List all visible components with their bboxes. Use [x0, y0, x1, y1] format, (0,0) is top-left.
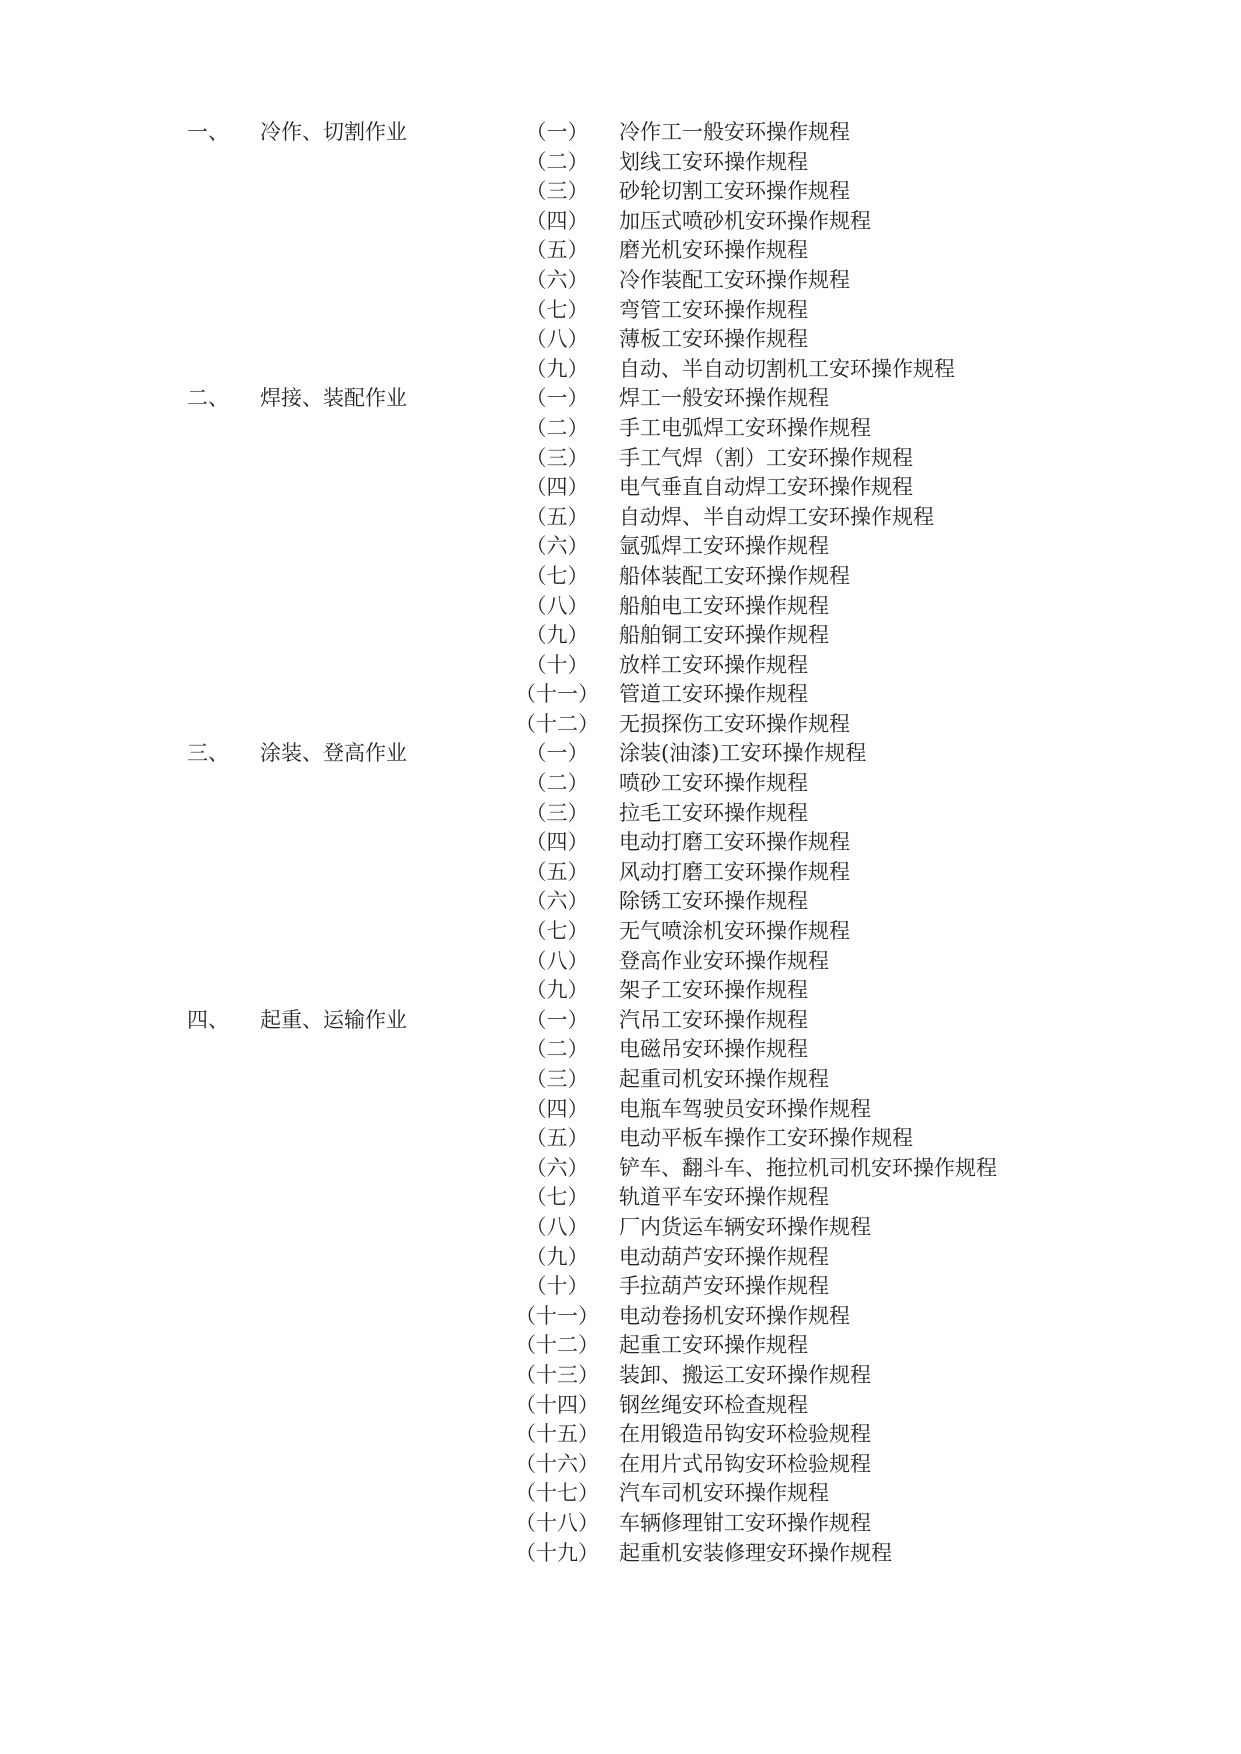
- entry-number: （十八）: [515, 1510, 599, 1535]
- toc-entry-row: [187, 532, 1087, 562]
- entry-number: （二）: [525, 149, 589, 174]
- entry-title: 在用锻造吊钩安环检验规程: [619, 1422, 871, 1447]
- entry-number: （二）: [525, 771, 589, 796]
- entry-number: （十七）: [515, 1481, 599, 1506]
- entry-title: 起重司机安环操作规程: [619, 1067, 829, 1091]
- entry-title: 焊工一般安环操作规程: [619, 386, 829, 411]
- entry-title: 喷砂工安环操作规程: [619, 771, 808, 796]
- entry-number: （七）: [525, 1185, 589, 1210]
- entry-title: 电磁吊安环操作规程: [619, 1037, 808, 1062]
- entry-number: （八）: [525, 948, 589, 973]
- toc-entry-row: [187, 1331, 1087, 1361]
- toc-entry-row: [187, 769, 1087, 799]
- entry-number: （九）: [525, 623, 589, 648]
- entry-number: （五）: [525, 1126, 589, 1151]
- toc-entry-row: [187, 887, 1087, 917]
- entry-title: 涂装(油漆)工安环操作规程: [619, 741, 867, 766]
- entry-title: 手拉葫芦安环操作规程: [619, 1274, 829, 1299]
- toc-entry-row: [187, 177, 1087, 207]
- entry-number: （四）: [525, 475, 589, 500]
- entry-title: 汽车司机安环操作规程: [619, 1481, 829, 1506]
- toc-entry-row: [187, 444, 1087, 474]
- entry-number: （九）: [525, 1244, 589, 1269]
- section-number: 四、: [187, 1007, 229, 1032]
- section-header-row: [187, 739, 1087, 769]
- toc-entry-row: [187, 1035, 1087, 1065]
- toc-entry-row: [187, 710, 1087, 740]
- toc-entry-row: [187, 503, 1087, 533]
- entry-number: （八）: [525, 327, 589, 352]
- entry-title: 风动打磨工安环操作规程: [619, 859, 850, 884]
- entry-title: 无气喷涂机安环操作规程: [619, 919, 850, 944]
- toc-entry-row: [187, 296, 1087, 326]
- toc-entry-row: [187, 1420, 1087, 1450]
- toc-entry-row: [187, 1272, 1087, 1302]
- entry-title: 自动、半自动切割机工安环操作规程: [619, 356, 955, 381]
- toc-entry-row: [187, 1391, 1087, 1421]
- entry-number: （十一）: [515, 1303, 599, 1328]
- toc-entry-row: [187, 1361, 1087, 1391]
- entry-number: （十二）: [515, 711, 599, 736]
- entry-number: （六）: [525, 534, 589, 559]
- entry-title: 放样工安环操作规程: [619, 652, 808, 677]
- toc-entry-row: [187, 1095, 1087, 1125]
- table-of-contents: [187, 118, 1087, 1568]
- entry-number: （十二）: [515, 1333, 599, 1358]
- entry-title: 电瓶车驾驶员安环操作规程: [619, 1096, 871, 1121]
- toc-entry-row: [187, 917, 1087, 947]
- toc-entry-row: [187, 976, 1087, 1006]
- entry-title: 钢丝绳安环检查规程: [619, 1392, 808, 1417]
- entry-number: （十九）: [515, 1540, 599, 1565]
- entry-number: （一）: [525, 386, 589, 411]
- entry-title: 加压式喷砂机安环操作规程: [619, 208, 871, 233]
- entry-title: 船体装配工安环操作规程: [619, 563, 850, 588]
- entry-title: 无损探伤工安环操作规程: [619, 711, 850, 736]
- entry-number: （四）: [525, 208, 589, 233]
- toc-entry-row: [187, 1065, 1087, 1095]
- entry-title: 电气垂直自动焊工安环操作规程: [619, 475, 913, 500]
- entry-number: （十四）: [515, 1392, 599, 1417]
- entry-title: 管道工安环操作规程: [619, 682, 808, 707]
- entry-title: 薄板工安环操作规程: [619, 327, 808, 352]
- toc-entry-row: [187, 947, 1087, 977]
- entry-title: 氩弧焊工安环操作规程: [619, 534, 829, 559]
- section-number: 三、: [187, 741, 229, 766]
- toc-entry-row: [187, 828, 1087, 858]
- toc-entry-row: [187, 1213, 1087, 1243]
- entry-title: 磨光机安环操作规程: [619, 238, 808, 263]
- entry-title: 厂内货运车辆安环操作规程: [619, 1214, 871, 1239]
- toc-entry-row: [187, 1450, 1087, 1480]
- section-number: 二、: [187, 386, 229, 411]
- entry-title: 装卸、搬运工安环操作规程: [619, 1362, 871, 1387]
- entry-number: （三）: [525, 179, 589, 204]
- entry-title: 车辆修理钳工安环操作规程: [619, 1510, 871, 1535]
- entry-number: （三）: [525, 800, 589, 825]
- entry-number: （三）: [525, 445, 589, 470]
- entry-number: （十五）: [515, 1422, 599, 1447]
- toc-entry-row: [187, 266, 1087, 296]
- toc-entry-row: [187, 592, 1087, 622]
- entry-number: （二）: [525, 1037, 589, 1062]
- entry-number: （五）: [525, 859, 589, 884]
- entry-number: （八）: [525, 1214, 589, 1239]
- toc-entry-row: [187, 621, 1087, 651]
- entry-title: 手工电弧焊工安环操作规程: [619, 415, 871, 440]
- entry-number: （一）: [525, 120, 589, 144]
- entry-title: 船舶电工安环操作规程: [619, 593, 829, 618]
- toc-entry-row: [187, 1509, 1087, 1539]
- entry-number: （七）: [525, 563, 589, 588]
- toc-entry-row: [187, 651, 1087, 681]
- entry-number: （一）: [525, 741, 589, 766]
- entry-title: 手工气焊（割）工安环操作规程: [619, 445, 913, 470]
- entry-title: 砂轮切割工安环操作规程: [619, 179, 850, 204]
- entry-title: 汽吊工安环操作规程: [619, 1007, 808, 1032]
- toc-entry-row: [187, 1243, 1087, 1273]
- entry-title: 冷作装配工安环操作规程: [619, 267, 850, 292]
- entry-number: （一）: [525, 1007, 589, 1032]
- toc-entry-row: [187, 1539, 1087, 1569]
- entry-title: 除锈工安环操作规程: [619, 889, 808, 914]
- entry-number: （九）: [525, 978, 589, 1003]
- entry-number: （五）: [525, 504, 589, 529]
- section-header-row: [187, 1006, 1087, 1036]
- toc-entry-row: [187, 414, 1087, 444]
- entry-title: 电动卷扬机安环操作规程: [619, 1303, 850, 1328]
- toc-entry-row: [187, 1154, 1087, 1184]
- entry-number: （五）: [525, 238, 589, 263]
- section-header-row: [187, 118, 1087, 148]
- toc-entry-row: [187, 236, 1087, 266]
- section-number: 一、: [187, 120, 229, 144]
- toc-entry-row: [187, 1124, 1087, 1154]
- entry-number: （四）: [525, 830, 589, 855]
- entry-title: 轨道平车安环操作规程: [619, 1185, 829, 1210]
- entry-title: 电动平板车操作工安环操作规程: [619, 1126, 913, 1151]
- toc-entry-row: [187, 473, 1087, 503]
- entry-number: （九）: [525, 356, 589, 381]
- entry-title: 冷作工一般安环操作规程: [619, 120, 850, 144]
- entry-number: （四）: [525, 1096, 589, 1121]
- toc-entry-row: [187, 148, 1087, 178]
- entry-number: （七）: [525, 919, 589, 944]
- entry-number: （十）: [525, 652, 589, 677]
- entry-number: （六）: [525, 1155, 589, 1180]
- entry-number: （七）: [525, 297, 589, 322]
- section-title: 冷作、切割作业: [260, 120, 407, 144]
- entry-title: 铲车、翻斗车、拖拉机司机安环操作规程: [619, 1155, 997, 1180]
- toc-entry-row: [187, 1183, 1087, 1213]
- section-title: 起重、运输作业: [260, 1007, 407, 1032]
- section-title: 涂装、登高作业: [260, 741, 407, 766]
- toc-entry-row: [187, 799, 1087, 829]
- entry-title: 起重机安装修理安环操作规程: [619, 1540, 892, 1565]
- entry-title: 拉毛工安环操作规程: [619, 800, 808, 825]
- entry-title: 弯管工安环操作规程: [619, 297, 808, 322]
- entry-title: 自动焊、半自动焊工安环操作规程: [619, 504, 934, 529]
- entry-number: （十六）: [515, 1451, 599, 1476]
- entry-title: 电动打磨工安环操作规程: [619, 830, 850, 855]
- entry-number: （二）: [525, 415, 589, 440]
- entry-title: 划线工安环操作规程: [619, 149, 808, 174]
- entry-title: 船舶铜工安环操作规程: [619, 623, 829, 648]
- toc-entry-row: [187, 858, 1087, 888]
- entry-number: （十一）: [515, 682, 599, 707]
- toc-entry-row: [187, 562, 1087, 592]
- toc-entry-row: [187, 207, 1087, 237]
- entry-title: 电动葫芦安环操作规程: [619, 1244, 829, 1269]
- section-header-row: [187, 384, 1087, 414]
- entry-number: （六）: [525, 267, 589, 292]
- entry-title: 登高作业安环操作规程: [619, 948, 829, 973]
- toc-entry-row: [187, 325, 1087, 355]
- toc-entry-row: [187, 1302, 1087, 1332]
- toc-entry-row: [187, 680, 1087, 710]
- entry-number: （十）: [525, 1274, 589, 1299]
- toc-entry-row: [187, 355, 1087, 385]
- entry-title: 架子工安环操作规程: [619, 978, 808, 1003]
- toc-entry-row: [187, 1479, 1087, 1509]
- section-title: 焊接、装配作业: [260, 386, 407, 411]
- entry-number: （三）: [525, 1067, 589, 1091]
- entry-title: 在用片式吊钩安环检验规程: [619, 1451, 871, 1476]
- entry-number: （十三）: [515, 1362, 599, 1387]
- entry-number: （八）: [525, 593, 589, 618]
- entry-number: （六）: [525, 889, 589, 914]
- entry-title: 起重工安环操作规程: [619, 1333, 808, 1358]
